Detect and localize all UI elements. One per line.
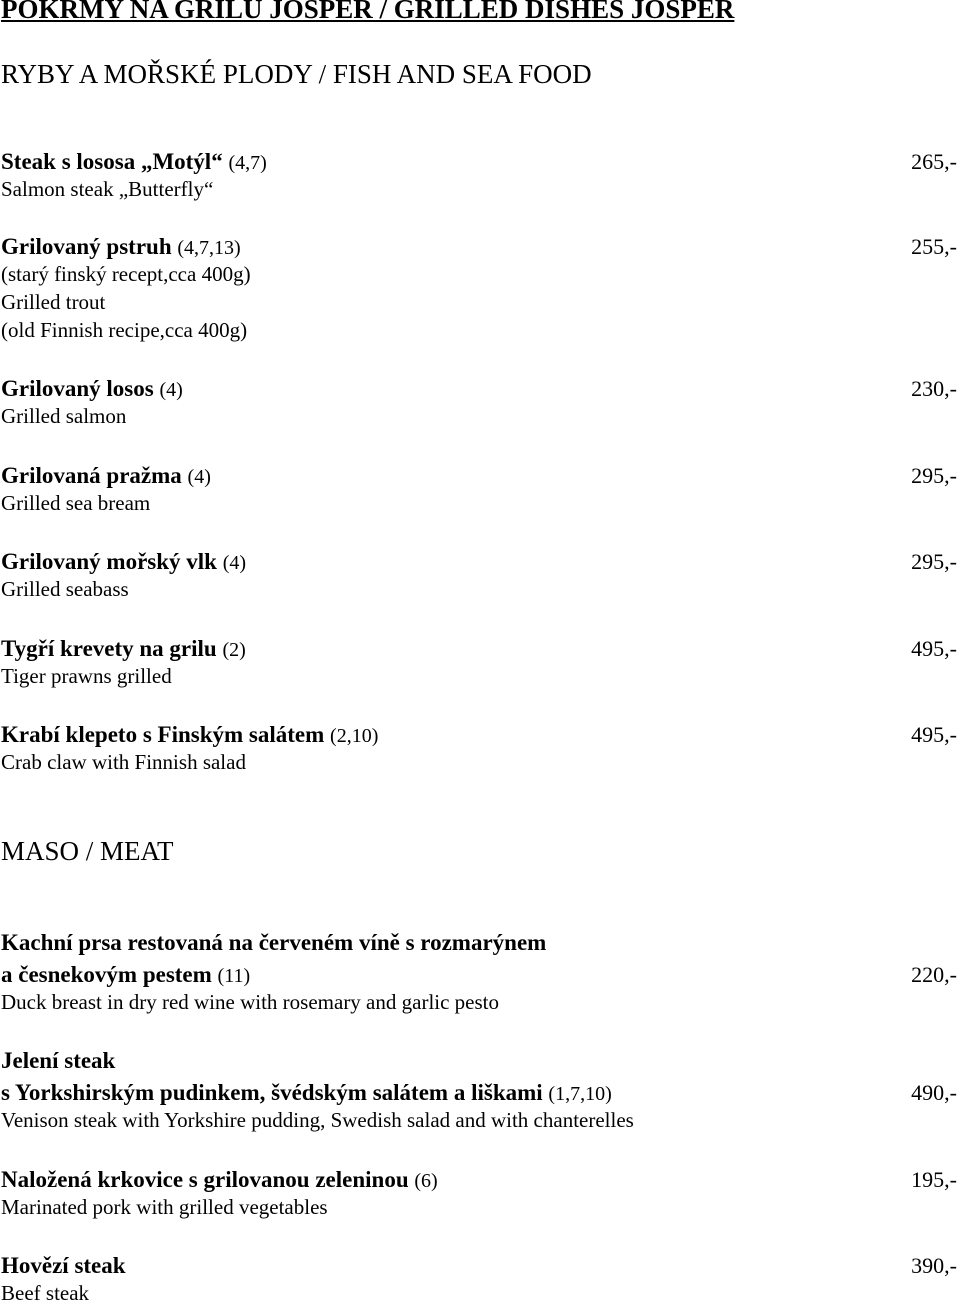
dish-name-en: Salmon steak „Butterfly“ [1, 177, 214, 201]
allergens: (4,7) [228, 152, 267, 174]
dish-name: Grilovaná pražma [1, 463, 182, 488]
dish-price: 220,- [911, 962, 957, 987]
allergens: (6) [414, 1170, 438, 1192]
dish-name-line [1, 550, 246, 573]
dish-name-en: Duck breast in dry red wine with rosemary and garlic pesto [1, 990, 500, 1014]
dish-name: s Yorkshirským pudinkem, švédským salátem a liškami [1, 1080, 543, 1105]
section-heading-fish: RYBY A MOŘSKÉ PLODY / FISH AND SEA FOOD [1, 59, 592, 89]
dish-price: 195,- [911, 1167, 957, 1192]
dish-name-en: Grilled seabass [1, 577, 129, 601]
dish-name-line [1, 1254, 126, 1277]
allergens: (1,7,10) [548, 1083, 612, 1105]
allergens: (4) [187, 466, 211, 488]
allergens: (4) [222, 552, 247, 574]
dish-price: 230,- [911, 376, 957, 401]
dish-name-en: Crab claw with Finnish salad [1, 750, 246, 774]
dish-name-en: Tiger prawns grilled [1, 664, 172, 688]
page-title: POKRMY NA GRILU JOSPER / GRILLED DISHES JOSPER [1, 0, 735, 24]
dish-name-line [1, 377, 183, 400]
dish-name-line [1, 1168, 438, 1191]
dish-name-first-line: Jelení steak [1, 1048, 116, 1073]
dish-name: a česnekovým pestem [1, 962, 212, 987]
allergens: (4) [159, 379, 183, 401]
dish-name: Naložená krkovice s grilovanou zeleninou [1, 1167, 409, 1192]
dish-price: 295,- [911, 463, 957, 488]
dish-name-line [1, 637, 246, 660]
dish-name-line [1, 150, 267, 173]
allergens: (2,10) [330, 725, 379, 747]
dish-price: 255,- [911, 234, 957, 259]
allergens: (4,7,13) [177, 237, 241, 259]
dish-name-line [1, 723, 378, 746]
dish-name: Grilovaný pstruh [1, 234, 172, 259]
dish-name-en: Beef steak [1, 1281, 90, 1305]
dish-price: 390,- [911, 1253, 957, 1278]
dish-name-line [1, 1081, 612, 1104]
allergens: (11) [217, 965, 251, 987]
dish-name: Tygří krevety na grilu [1, 636, 217, 661]
dish-name: Steak s lososa „Motýl“ [1, 149, 223, 174]
allergens: (2) [222, 639, 246, 661]
dish-name-en: Grilled sea bream [1, 491, 151, 515]
dish-price: 495,- [911, 722, 957, 747]
dish-name: Hovězí steak [1, 1253, 126, 1278]
dish-name-line [1, 464, 211, 487]
dish-name-en: Marinated pork with grilled vegetables [1, 1195, 328, 1219]
dish-price: 490,- [911, 1080, 957, 1105]
dish-name-en: Grilled salmon [1, 404, 127, 428]
section-heading-meat: MASO / MEAT [1, 836, 174, 866]
dish-name-en: Grilled trout [1, 290, 106, 314]
dish-price: 495,- [911, 636, 957, 661]
dish-name-line [1, 235, 241, 258]
dish-name-en: Venison steak with Yorkshire pudding, Swedish salad and with chanterelles [1, 1108, 634, 1132]
dish-name-first-line: Kachní prsa restovaná na červeném víně s rozmarýnem [1, 930, 547, 955]
dish-name: Grilovaný mořský vlk [1, 549, 217, 574]
dish-name-line [1, 963, 250, 986]
dish-note-en: (old Finnish recipe,cca 400g) [1, 318, 248, 342]
dish-name: Krabí klepeto s Finským salátem [1, 722, 325, 747]
dish-price: 265,- [911, 149, 957, 174]
dish-price: 295,- [911, 549, 957, 574]
dish-note-cz: (starý finský recept,cca 400g) [1, 262, 251, 286]
dish-name: Grilovaný losos [1, 376, 154, 401]
